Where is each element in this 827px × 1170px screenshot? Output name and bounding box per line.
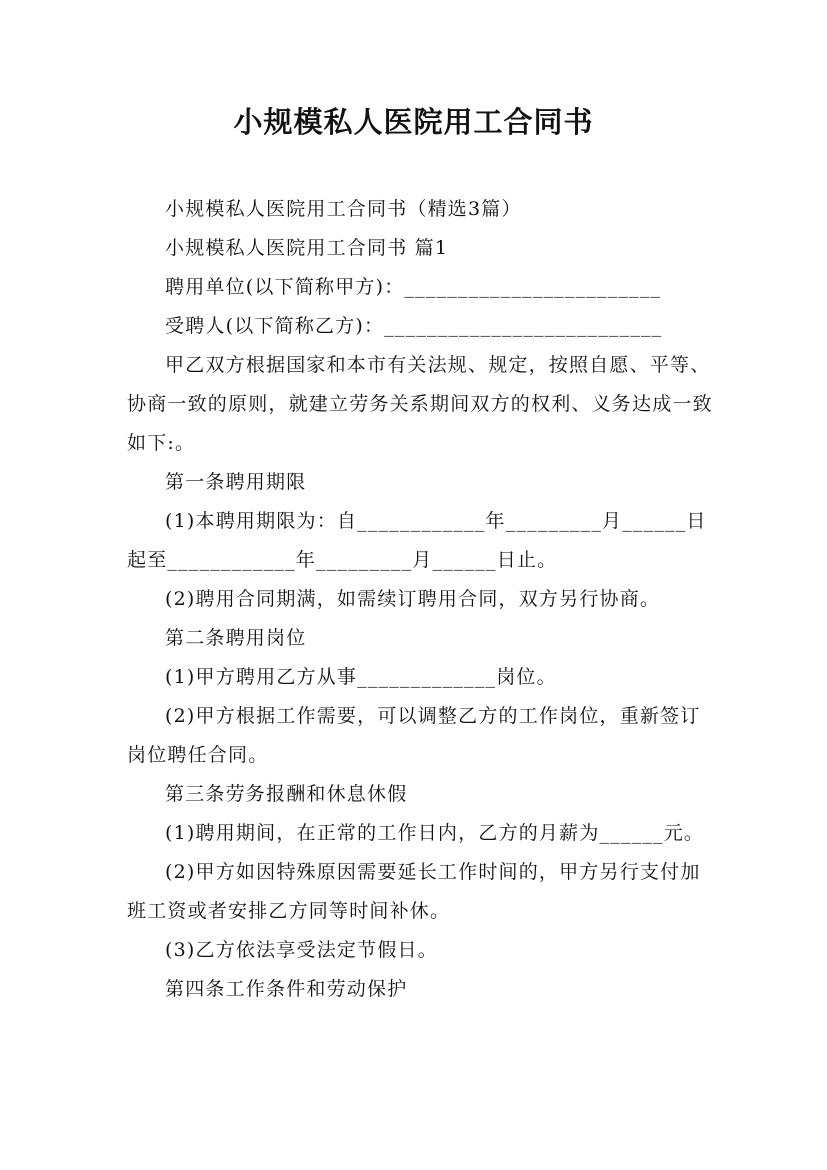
paragraph: (2)甲方如因特殊原因需要延长工作时间的，甲方另行支付加班工资或者安排乙方同等时间补休。 bbox=[127, 861, 701, 922]
paragraph: (2)甲方根据工作需要，可以调整乙方的工作岗位，重新签订岗位聘任合同。 bbox=[127, 705, 701, 766]
section-heading: 第一条聘用期限 bbox=[165, 471, 307, 493]
paragraph: 聘用单位(以下简称甲方)：________________________ bbox=[165, 276, 662, 298]
paragraph: 小规模私人医院用工合同书 篇1 bbox=[165, 237, 449, 259]
document-body bbox=[127, 190, 717, 1009]
paragraph: 受聘人(以下简称乙方)：__________________________ bbox=[165, 315, 663, 337]
paragraph: (1)本聘用期限为：自____________年_________月______日起至____________年_________月______日止。 bbox=[127, 510, 707, 571]
paragraph: (2)聘用合同期满，如需续订聘用合同，双方另行协商。 bbox=[165, 588, 661, 610]
section-heading: 第三条劳务报酬和休息休假 bbox=[165, 783, 408, 805]
paragraph: 小规模私人医院用工合同书（精选3篇） bbox=[165, 198, 522, 220]
paragraph: (1)甲方聘用乙方从事_____________岗位。 bbox=[165, 666, 557, 688]
section-heading: 第二条聘用岗位 bbox=[165, 627, 307, 649]
document-title: 小规模私人医院用工合同书 bbox=[233, 105, 594, 139]
paragraph: 甲乙双方根据国家和本市有关法规、规定，按照自愿、平等、协商一致的原则，就建立劳务关系期间双方的权利、义务达成一致如下:。 bbox=[127, 354, 713, 454]
section-heading: 第四条工作条件和劳动保护 bbox=[165, 978, 408, 1000]
paragraph: (1)聘用期间，在正常的工作日内，乙方的月薪为______元。 bbox=[165, 822, 705, 844]
paragraph: (3)乙方依法享受法定节假日。 bbox=[165, 939, 438, 961]
